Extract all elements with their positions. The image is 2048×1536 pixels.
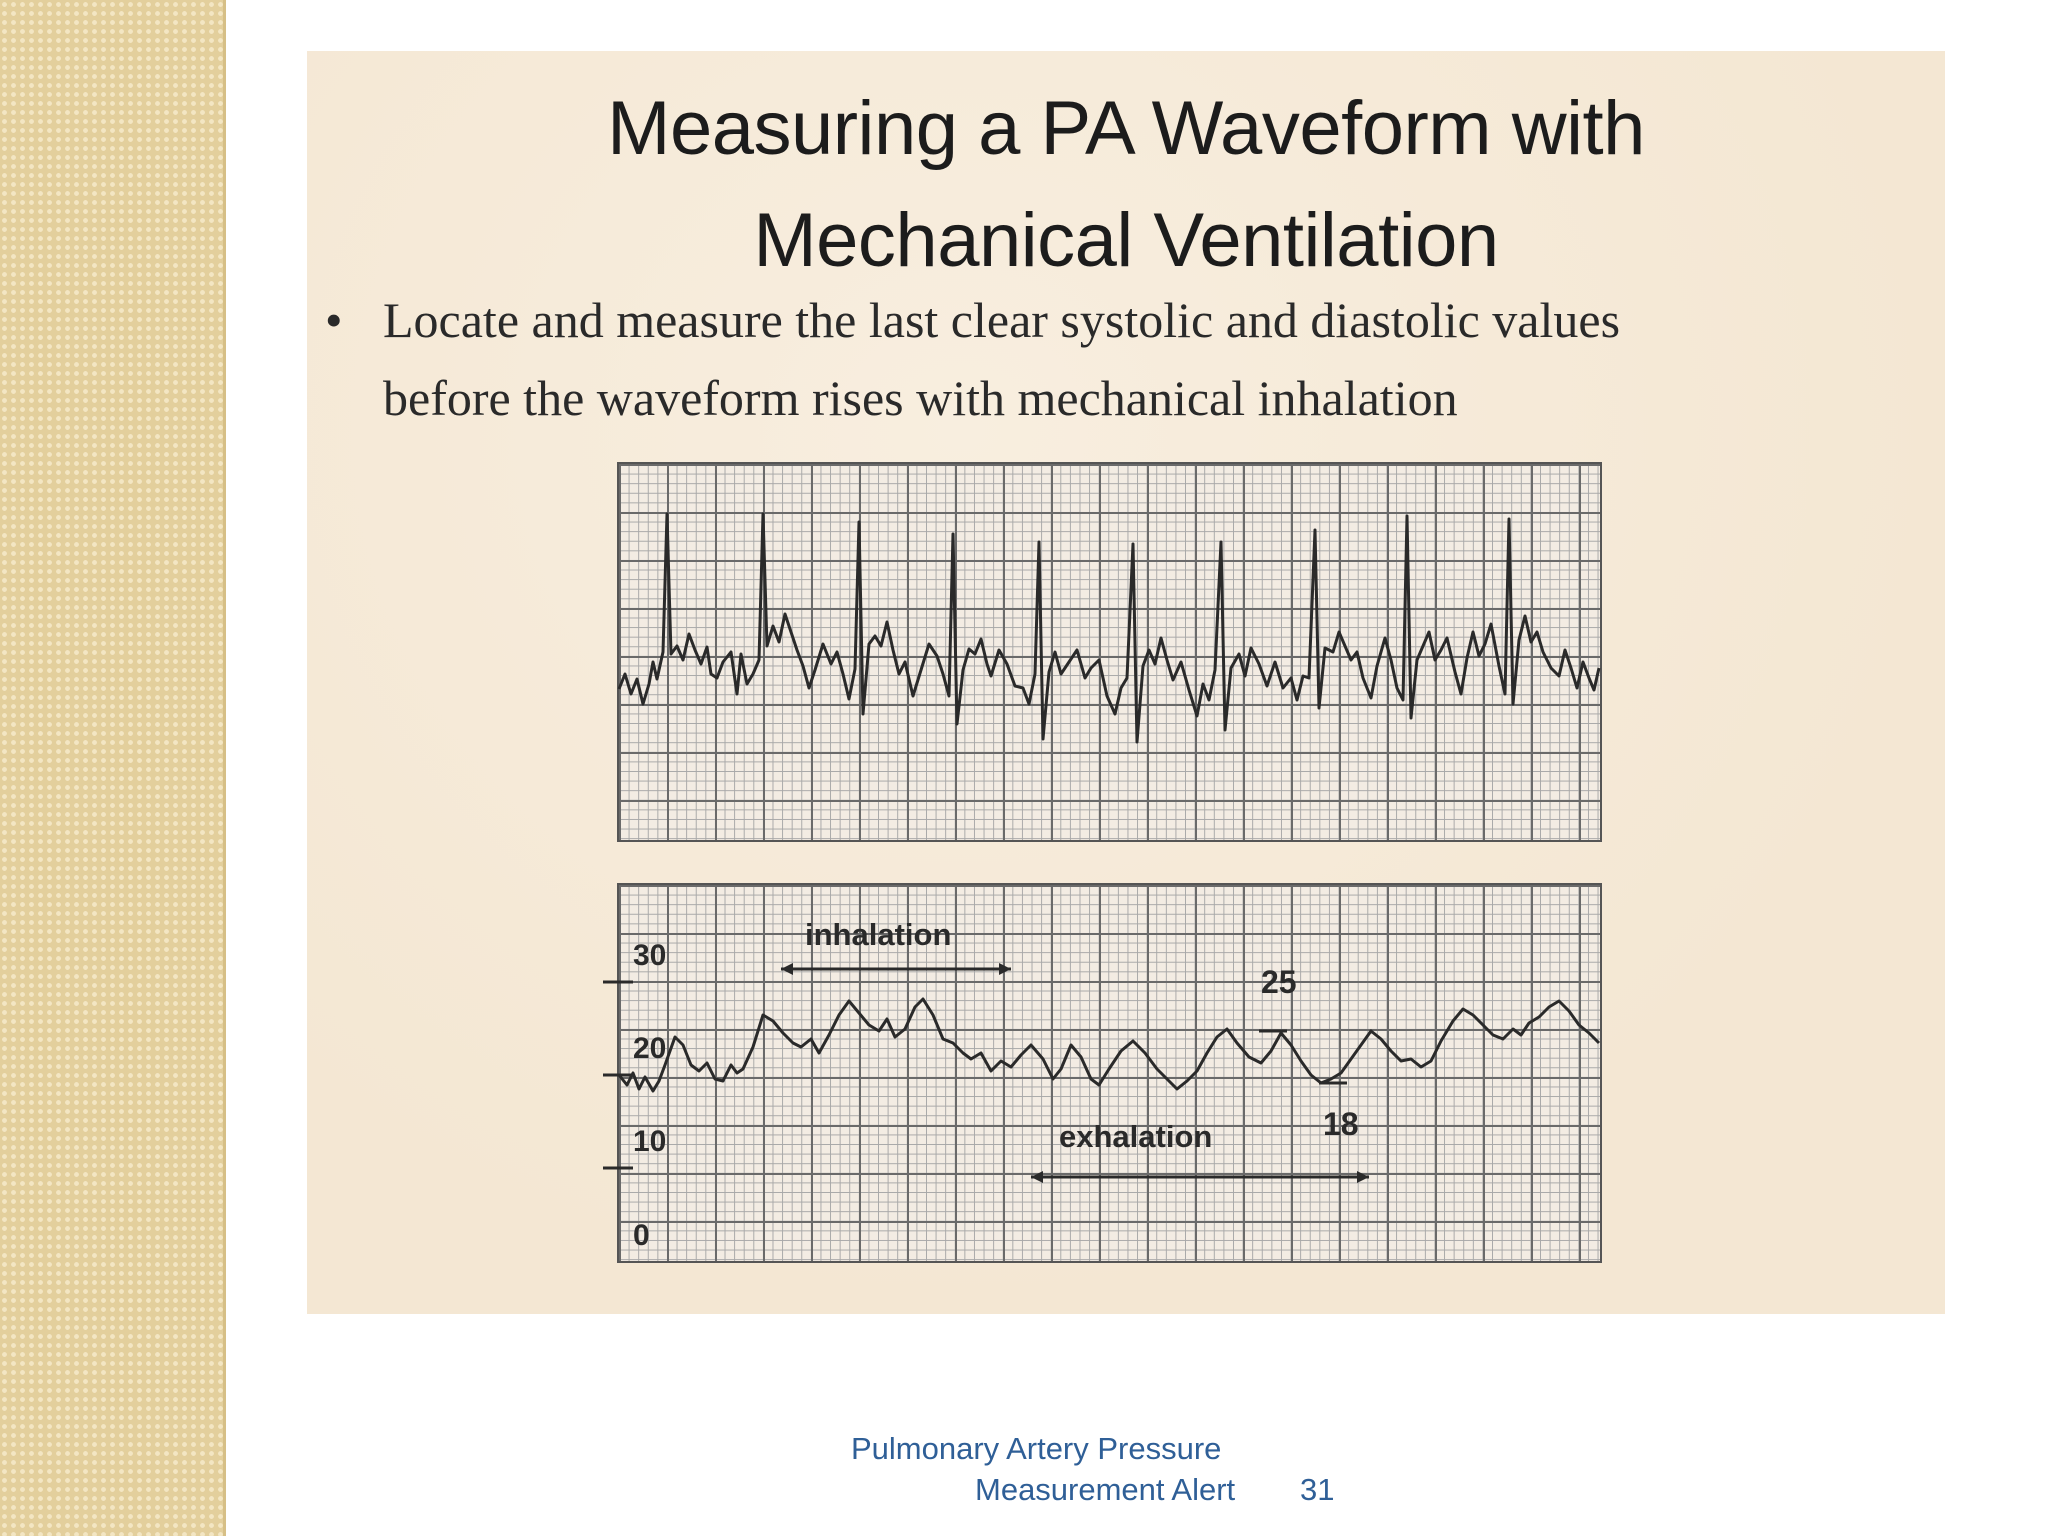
footer-line-2: Measurement Alert bbox=[975, 1472, 1236, 1507]
systolic-value-label: 25 bbox=[1261, 964, 1297, 1000]
slide-image bbox=[307, 51, 1945, 1314]
inhalation-label: inhalation bbox=[805, 917, 952, 952]
bullet-line-2: before the waveform rises with mechanical inhalation bbox=[383, 370, 1458, 426]
page-number: 31 bbox=[1300, 1472, 1335, 1507]
scale-label-0: 0 bbox=[633, 1219, 650, 1252]
pressure-strip bbox=[617, 883, 1602, 1263]
scale-label-30: 30 bbox=[633, 939, 667, 972]
exhalation-label: exhalation bbox=[1059, 1119, 1213, 1154]
title-line-1: Measuring a PA Waveform with bbox=[607, 86, 1645, 171]
footer-line-1: Pulmonary Artery Pressure bbox=[851, 1431, 1222, 1466]
decorative-side-strip bbox=[0, 0, 226, 1536]
diastolic-value-label: 18 bbox=[1323, 1106, 1359, 1142]
ecg-waveform bbox=[619, 464, 1604, 844]
scale-label-20: 20 bbox=[633, 1032, 667, 1065]
ecg-strip bbox=[617, 462, 1602, 842]
bullet-line-1: Locate and measure the last clear systolic and diastolic values bbox=[383, 292, 1621, 348]
bullet-point bbox=[325, 281, 1885, 437]
bullet-icon: • bbox=[325, 292, 343, 348]
scale-label-10: 10 bbox=[633, 1125, 667, 1158]
title-line-2: Mechanical Ventilation bbox=[753, 198, 1499, 283]
footer-text bbox=[851, 1428, 1235, 1510]
pa-pressure-waveform bbox=[619, 885, 1604, 1265]
slide-title bbox=[307, 73, 1945, 297]
